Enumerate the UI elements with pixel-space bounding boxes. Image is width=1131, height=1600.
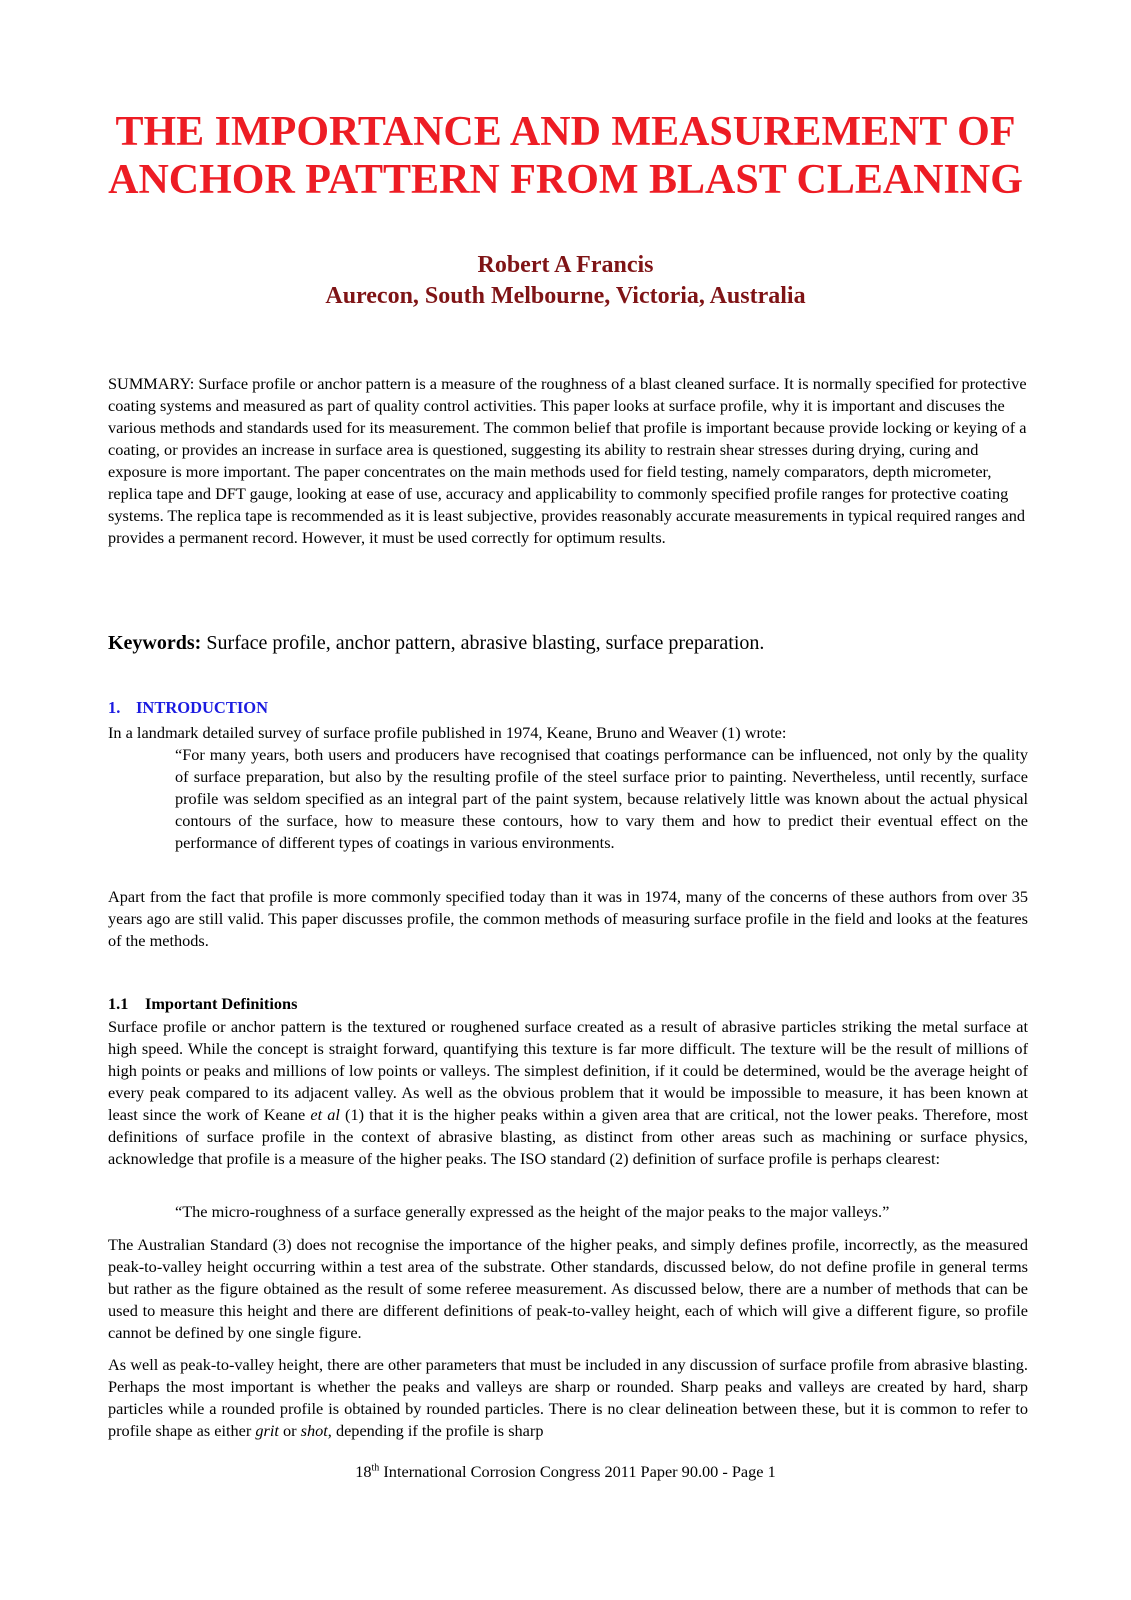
subsection-number: 1.1	[108, 994, 129, 1013]
paper-title	[60, 108, 1071, 204]
summary-paragraph: SUMMARY: Surface profile or anchor pattern is a measure of the roughness of a blast cleaned surface. It is normally specified for protective coating systems and measured as part of quality control activities. This paper looks at surface profile, why it is important and discuses the various methods and standards used for its measurement. The common belief that profile is important because provide locking or keying of a coating, or provides an increase in surface area is questioned, suggesting its ability to restrain shear stresses during drying, curing and exposure is more important. The paper concentrates on the main methods used for field testing, namely comparators, depth micrometer, replica tape and DFT gauge, looking at ease of use, accuracy and applicability to commonly specified profile ranges for protective coating systems. The replica tape is recommended as it is least subjective, provides reasonably accurate measurements in typical required ranges and provides a permanent record. However, it must be used correctly for optimum results.	[108, 374, 1027, 547]
author-affiliation: Aurecon, South Melbourne, Victoria, Australia	[325, 283, 806, 309]
shot-text: shot	[300, 1421, 328, 1440]
title-line-2: ANCHOR PATTERN FROM BLAST CLEANING	[108, 157, 1023, 203]
keywords-line	[108, 630, 1028, 656]
iso-quote: “The micro-roughness of a surface generally expressed as the height of the major peaks to the major valleys.”	[175, 1202, 890, 1221]
keywords-label: Keywords:	[108, 632, 202, 654]
footer-ordinal: 18	[355, 1462, 372, 1481]
definitions-text-b: (1) that it is the higher peaks within a given area that are critical, not the lower peaks. Therefore, most definitions of surface profile in the context of abrasive blasting, as distinct from other areas such as machining or surface physics, acknowledge that profile is a measure of the higher peaks. The ISO standard (2) definition of surface profile is perhaps clearest:	[108, 1105, 1028, 1168]
section-heading-introduction	[108, 697, 268, 719]
subsection-heading-definitions	[108, 993, 297, 1015]
profile-text-a: As well as peak-to-valley height, there are other parameters that must be included in any discussion of surface profile from abrasive blasting. Perhaps the most important is whether the peaks and valleys are sharp or rounded. Sharp peaks and valleys are created by hard, sharp particles while a rounded profile is obtained by rounded particles. There is no clear delineation between these, but it is common to refer to profile shape as either	[108, 1355, 1028, 1440]
keane-quote: “For many years, both users and producers have recognised that coatings performance can be influenced, not only by the quality of surface preparation, but also by the resulting profile of the steel surface prior to painting. Nevertheless, until recently, surface profile was seldom specified as an integral part of the paint system, because relatively little was known about the actual physical contours of the surface, how to measure these contours, how to vary them and how to predict their eventual effect on the performance of different types of coatings in various environments.	[175, 745, 1028, 852]
page-footer	[60, 1461, 1071, 1483]
grit-text: grit	[255, 1421, 279, 1440]
author-name: Robert A Francis	[477, 252, 654, 278]
keywords-text: Surface profile, anchor pattern, abrasive blasting, surface preparation.	[206, 632, 765, 654]
definitions-paragraph-2: The Australian Standard (3) does not recognise the importance of the higher peaks, and simply defines profile, incorrectly, as the measured peak-to-valley height occurring within a test area of the substrate. Other standards, discussed below, do not define profile in general terms but rather as the figure obtained as the result of some referee measurement. As discussed below, there are a number of methods that can be used to measure this height and there are different definitions of peak-to-valley height, each of which will give a different figure, so profile cannot be defined by one single figure.	[108, 1235, 1028, 1342]
footer-text: International Corrosion Congress 2011 Paper 90.00 - Page 1	[383, 1462, 776, 1481]
definitions-paragraph-1	[108, 1016, 1028, 1170]
or-text: or	[283, 1421, 297, 1440]
intro-paragraph-2: Apart from the fact that profile is more commonly specified today than it was in 1974, many of the concerns of these authors from over 35 years ago are still valid. This paper discusses profile, the common methods of measuring surface profile in the field and looks at the features of the methods.	[108, 887, 1028, 950]
definitions-text-a: Surface profile or anchor pattern is the textured or roughened surface created as a result of abrasive particles striking the metal surface at high speed. While the concept is straight forward, quantifying this texture is far more difficult. The texture will be the result of millions of high points or peaks and millions of low points or valleys. The simplest definition, if it could be determined, would be the average height of every peak compared to its adjacent valley. As well as the obvious problem that it would be impossible to measure, it has been known at least since the work of Keane	[108, 1017, 1028, 1124]
title-line-1: THE IMPORTANCE AND MEASUREMENT OF	[115, 109, 1016, 155]
author-block	[60, 250, 1071, 312]
et-al-text: et al	[310, 1105, 340, 1124]
intro-paragraph: In a landmark detailed survey of surface profile published in 1974, Keane, Bruno and Weaver (1) wrote:	[108, 723, 787, 742]
footer-ordinal-suffix: th	[371, 1462, 380, 1474]
subsection-title: Important Definitions	[145, 994, 298, 1013]
profile-text-b: , depending if the profile is sharp	[327, 1421, 544, 1440]
definitions-paragraph-3	[108, 1354, 1028, 1442]
section-title: INTRODUCTION	[136, 698, 269, 717]
section-number: 1.	[108, 698, 121, 717]
